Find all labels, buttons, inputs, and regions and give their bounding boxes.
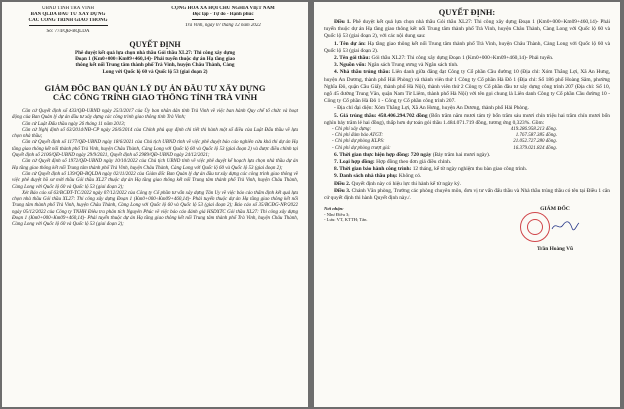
cost-row: - Chi phí đảm bảo ATGT: 1.767.587.385 đồng. [332,133,557,139]
article-1-heading: Điều 1. [334,19,351,25]
recipients [324,206,434,252]
document-header [12,6,298,35]
org-line-2: BAN QLDA ĐẦU TƯ XÂY DỰNG [30,12,106,17]
signer-name: Trần Hoàng Vũ [536,246,574,253]
decision-title: QUYẾT ĐỊNH [129,40,181,49]
item-9: 9. Danh sách nhà thầu phụ: Không có. [334,173,422,180]
legal-paragraph: Căn cứ Luật Đấu thầu ngày 26 tháng 11 năm 2013; [22,121,126,127]
signer-title: GIÁM ĐỐC [540,206,570,213]
document-page-1 [2,2,308,407]
item-7: 7. Loại hợp đồng: Hợp đồng theo đơn giá điều chỉnh. [334,159,452,166]
place-date: Trà Vinh, ngày 07 tháng 12 năm 2022 [185,23,261,28]
legal-paragraph: Xét Báo cáo số 63/BCĐT-TC/2022 ngày 07/12/2022 của Công ty Cổ phần tư vấn xây dựng Tân Uy về việc báo cáo thẩm định kết quả lựa chọn nhà thầu Gói thầu XL27: Thi công xây dựng Đoạn 1 (Km0+000÷Km09+460,14)- Phải tuyến thuộc dự án Hạ tầng giao thông kết nối Trung tâm thành phố Trà Vinh, huyện Châu Thành, Càng Long với Quốc lộ 60 và Quốc lộ 53 (giai đoạn 2); Báo cáo số 35/BCĐG-NP/2022 ngày 05/12/2022 của Công ty TNHH Điêu tra phân tích Nguyên Phúc về việc báo cáo đánh giá HSDXTC Gói thầu XL27: Thi công xây dựng Đoạn 1 (Km0+000÷Km09+460,14)- Phải tuyến thuộc dự án Hạ tầng giao thông kết nối Trung tâm thành phố Trà Vinh, huyện Châu Thành, Càng Long với Quốc lộ 60 và Quốc lộ 53 (giai đoạn 2); [12,190,298,228]
item-6: 6. Thời gian thực hiện hợp đồng: 720 ngày (Bảy trăm hai mươi ngày). [334,151,491,158]
signature-icon [550,220,580,232]
legal-paragraph: Căn cứ Quyết định số 433/QĐ-UBND ngày 25/3/2017 của Ủy ban nhân dân tỉnh Trà Vinh về việc ban hành Quy chế tổ chức và hoạt động của Ban Quản lý dự án đầu tư xây dựng các công trình giao thông tỉnh Trà Vinh; [12,109,298,121]
cost-row: - Chi phí dự phòng trượt giá: 16.379.021.824 đồng. [332,145,557,151]
authority-heading: GIÁM ĐỐC BAN QUẢN LÝ DỰ ÁN ĐẦU TƯ XÂY DỰNG CÁC CÔNG TRÌNH GIAO THÔNG TỈNH TRÀ VINH [44,83,266,103]
national-motto: Độc lập - Tự do - Hạnh phúc [192,12,253,20]
recipient-item: - Lưu: VT, KTTH; Tân. [324,217,368,223]
org-line-1: UBND TỈNH TRÀ VINH [41,6,95,11]
signature-block [324,206,610,252]
item-2: 2. Tên gói thầu: Gói thầu XL27: Thi công xây dựng Đoạn 1 (Km0+000÷Km09+460,14)- Phải tuyến. [334,55,554,62]
legal-basis [12,109,298,229]
item-3: 3. Nguồn vốn: Ngân sách Trung ương và Ngân sách tỉnh. [334,62,459,69]
item-1: 1. Tên dự án: Hạ tầng giao thông kết nối Trung tâm thành phố Trà Vinh, huyện Châu Thành, Càng Long với Quốc lộ 60 và Quốc lộ 53 (giai đoạn 2). [324,40,610,54]
legal-paragraph: Căn cứ Quyết định số 139/QĐ-BQLDA ngày 02/11/2022 của Giám đốc Ban Quản lý dự án đầu tư xây dựng các công trình giao thông về việc phê duyệt hồ sơ mời thầu Gói thầu XL27 thuộc dự án Hạ tầng giao thông kết nối Trung tâm thành phố Trà Vinh, huyện Châu Thành, Càng Long với Quốc lộ 60 và Quốc lộ 53 (giai đoạn 2); [12,171,298,190]
cost-row: - Chi phí xây dựng: 419.286.958.213 đồng. [332,127,557,133]
item-4-address: - Địa chỉ đại diện: Xóm Thắng Lợi, Xã An Hưng, huyện An Dương, thành phố Hải Phòng. [334,105,529,112]
article-1 [324,19,610,41]
article-1-text: Phê duyệt kết quả lựa chọn nhà thầu Gói thầu XL27: Thi công xây dựng Đoạn 1 (Km0+000÷Km09+460,14)- Phải tuyến thuộc dự án Hạ tầng giao thông kết nối Trung tâm thành phố Trà Vinh, huyện Châu Thành, Càng Long với Quốc lộ 60 và Quốc lộ 53 (giai đoạn 2), với các nội dung sau: [324,19,610,40]
article-2: Điều 2. Quyết định này có hiệu lực thi hành kể từ ngày ký. [334,180,461,187]
doc-number: Số: 774/QĐ-BQLDA [46,29,90,34]
legal-paragraph: Căn cứ Quyết định số 1177/QĐ-UBND ngày 18/6/2021 của Chủ tịch UBND tỉnh về việc phê duyệt báo cáo nghiên cứu khả thi dự án Hạ tầng giao thông kết nối thành phố Trà Vinh, huyện Châu Thành, Càng Long với Quốc lộ 60 và Quốc lộ 53 (giai đoạn 2) và được điều chỉnh tại Quyết định số 2106/QĐ-UBND ngày 29/9/2021, Quyết định số 2989/QĐ-UBND ngày 24/12/2021; [12,140,298,159]
item-5: 5. Giá trúng thầu: 458.406.294.702 đồng (Bốn trăm năm mươi tám tỷ bốn trăm sáu mươi chín triệu hai trăm chín mươi bốn nghìn bảy trăm lẻ hai đồng), thấp hơn dự toán gói thầu 1.484.071.719 đồng, tương ứng 0,323%. Gồm: [324,112,610,126]
document-page-2 [314,2,620,407]
signer [500,206,610,252]
decision-subject: Phê duyệt kết quả lựa chọn nhà thầu Gói thầu XL27: Thi công xây dựng Đoạn 1 (Km0+000÷Km09+460,14)- Phải tuyến thuộc dự án Hạ tầng giao thông kết nối Trung tâm thành phố Trà Vinh, huyện Châu Thành, Càng Long với Quốc lộ 60 và Quốc lộ 53 (giai đoạn 2) [74,50,236,75]
recipient-item: - Như Điều 3; [324,211,350,217]
article-3: Điều 3. Chánh Văn phòng, Trưởng các phòng chuyên môn, đơn vị tư vấn đấu thầu và Nhà thầu trúng thầu có tên tại Điều 1 căn cứ quyết định thi hành Quyết định này./. [324,187,610,202]
cost-row: - Chi phí dự phòng KLPS: 21.052.727.280 đồng. [332,139,557,145]
legal-paragraph: Căn cứ Nghị định số 63/2014/NĐ-CP ngày 26/6/2014 của Chính phủ quy định chi tiết thi hành một số điều của Luật Đấu thầu về lựa chọn nhà thầu; [12,127,298,140]
legal-paragraph: Căn cứ Quyết định số 1972/QĐ-UBND ngày 10/10/2022 của Chủ tịch UBND tỉnh về việc phê duyệt kế hoạch lựa chọn nhà thầu dự án Hạ tầng giao thông kết nối Trung tâm thành phố Trà Vinh, huyện Châu Thành, Càng Long với Quốc lộ 60 và Quốc lộ 53 (giai đoạn 2); [12,159,298,171]
cost-breakdown [324,127,610,152]
item-4: 4. Nhà thầu trúng thầu: Liên danh giữa đăng đạt Công ty Cổ phần Cầu đường 10 (Địa chỉ: Xóm Thắng Lợi, Xã An Hưng, huyện An Dương, thành phố Hải Phòng) và thành viên thứ 1 Công ty Cổ phần Hà Đô 1 (Địa chỉ: Số 186 phố Hoàng Sâm, phường Nghĩa Đô, quận Cầu Giấy, thành phố Hà Nội), thành viên thứ 2 Công ty Cổ phần đầu tư xây dựng công trình 207 (Địa chỉ: Số 10, ngõ 45 đường Trung Văn, quận Nam Từ Liêm, thành phố Hà Nội) với tên gọi chung là Liên danh Công ty Cổ phần Cầu đường 10 - Công ty Cổ phần Hà Đô 1 - Công ty Cổ phần công trình 207. [324,69,610,105]
item-8: 8. Thời gian bảo hành công trình: 12 tháng, kể từ ngày nghiệm thu bàn giao công trình. [334,166,528,173]
org-line-3: CÁC CÔNG TRÌNH GIAO THÔNG [29,18,108,26]
recipients-title: Nơi nhận: [324,206,344,212]
decision-heading: QUYẾT ĐỊNH: [438,8,496,17]
national-title: CỘNG HÒA XÃ HỘI CHỦ NGHĨA VIỆT NAM [171,6,275,11]
